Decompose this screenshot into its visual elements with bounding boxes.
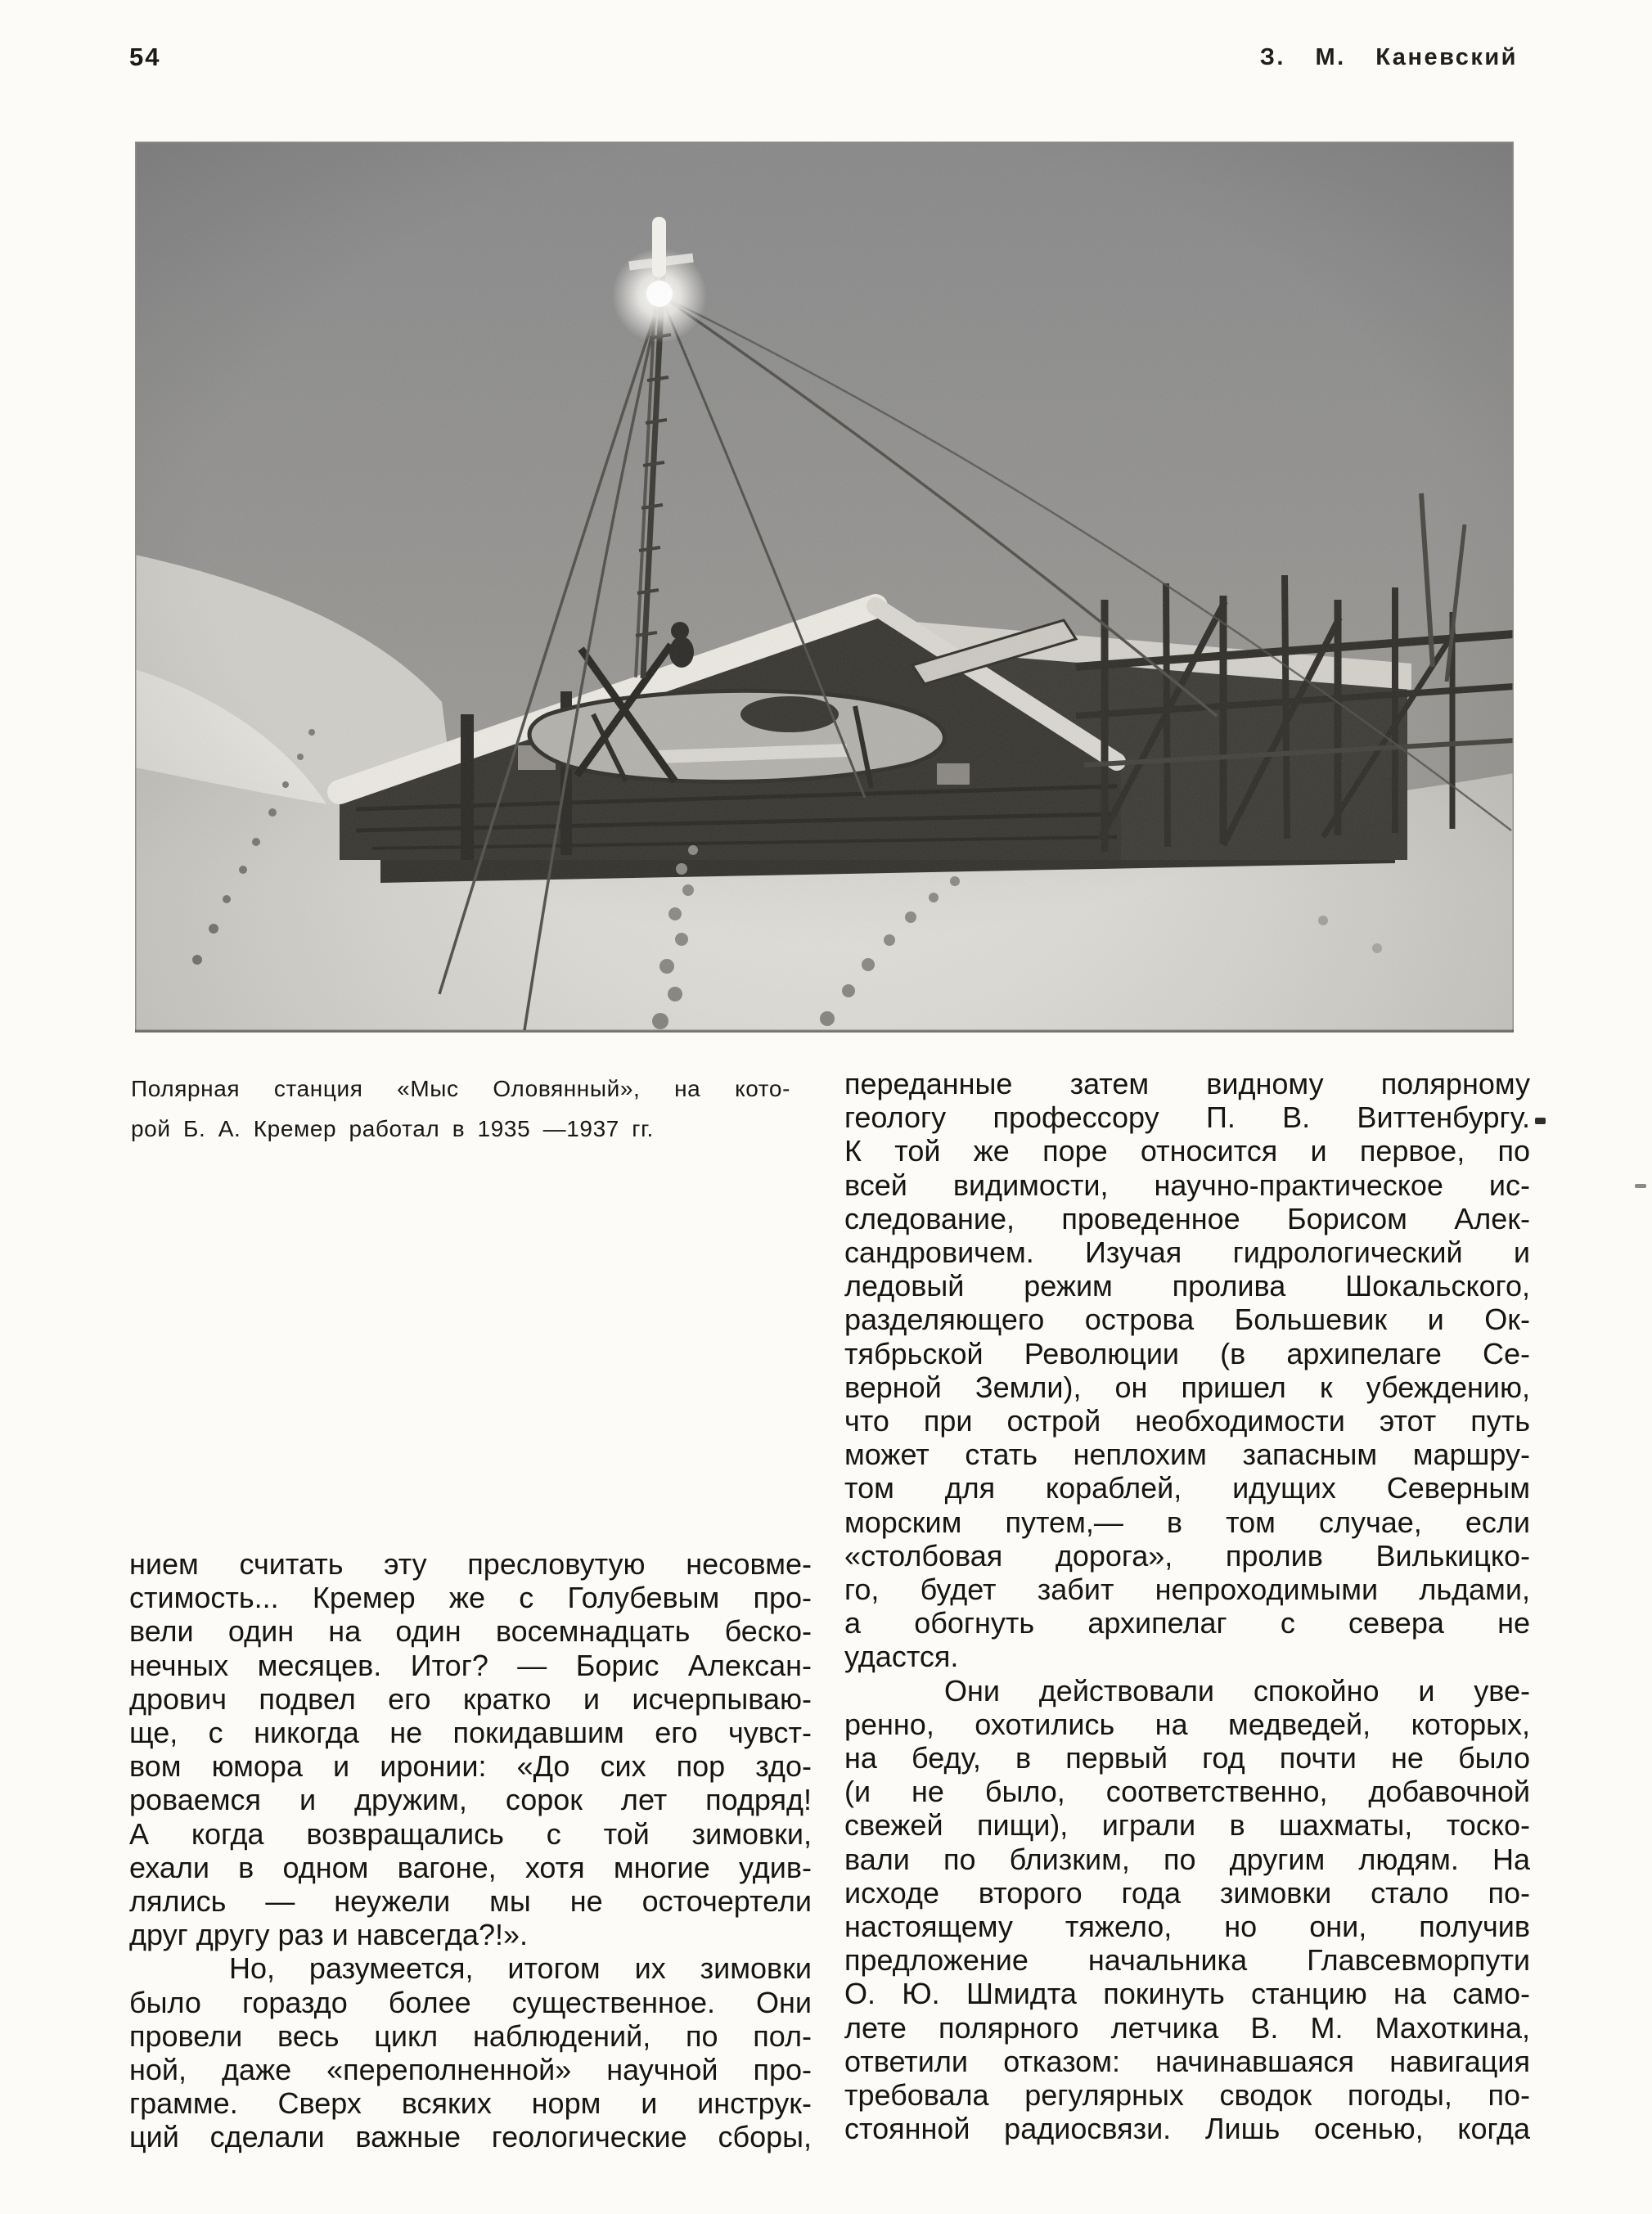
- text-line: требовала регулярных сводок погоды, по-: [844, 2078, 1530, 2113]
- text-line: а обогнуть архипелаг с севера не: [844, 1606, 1530, 1640]
- text-line: ще, с никогда не покидавшим его чувст-: [129, 1716, 812, 1750]
- scan-artifact: [1535, 1118, 1546, 1124]
- text-line: может стать неплохим запасным маршру-: [844, 1438, 1530, 1472]
- text-line: морским путем,— в том случае, если: [844, 1505, 1530, 1539]
- text-line: лялись — неужели мы не осточертели: [129, 1884, 812, 1919]
- text-line: удастся.: [844, 1640, 959, 1674]
- running-head-author: З. М. Каневский: [1259, 44, 1518, 70]
- text-line: ледовый режим пролива Шокальского,: [844, 1269, 1530, 1303]
- text-line: нием считать эту пресловутую несовме-: [129, 1547, 812, 1581]
- text-line: вом юмора и иронии: «До сих пор здо-: [129, 1749, 812, 1784]
- text-line: К той же поре относится и первое, по: [844, 1134, 1530, 1168]
- station-photo-art: [135, 142, 1514, 1033]
- text-line: вали по близким, по другим людям. На: [844, 1842, 1530, 1876]
- text-line: О. Ю. Шмидта покинуть станцию на само-: [844, 1977, 1530, 2011]
- photo-caption: [131, 1069, 790, 1149]
- text-line: исходе второго года зимовки стало по-: [844, 1875, 1530, 1910]
- text-line: «столбовая дорога», пролив Вилькицко-: [844, 1538, 1530, 1573]
- text-line: вели один на один восемнадцать беско-: [129, 1614, 812, 1649]
- text-line: А когда возвращались с той зимовки,: [129, 1816, 812, 1851]
- text-line: переданные затем видному полярному: [844, 1067, 1530, 1100]
- text-line: (и не было, соответственно, добавочной: [844, 1775, 1530, 1809]
- text-line: нечных месяцев. Итог? — Борис Алексан-: [129, 1648, 812, 1682]
- text-column-left: [129, 1547, 812, 2154]
- text-line: стоянной радиосвязи. Лишь осенью, когда: [844, 2112, 1530, 2146]
- text-line: Они действовали спокойно и уве-: [944, 1673, 1530, 1708]
- text-line: рой Б. А. Кремер работал в 1935 —1937 гг.: [131, 1116, 654, 1141]
- text-line: верной Земли), он пришел к убеждению,: [844, 1370, 1530, 1404]
- text-line: сандровичем. Изучая гидрологический и: [844, 1235, 1530, 1270]
- text-line: всей видимости, научно-практическое ис-: [844, 1168, 1530, 1202]
- text-line: геологу профессору П. В. Виттенбургу.: [844, 1100, 1530, 1135]
- text-line: тябрьской Революции (в архипелаге Се-: [844, 1336, 1530, 1370]
- text-line: том для кораблей, идущих Северным: [844, 1471, 1530, 1505]
- text-column-right: [844, 1067, 1530, 2146]
- text-line: ной, даже «переполненной» научной про-: [129, 2053, 812, 2087]
- text-line: ехали в одном вагоне, хотя многие удив-: [129, 1850, 812, 1884]
- text-line: настоящему тяжело, но они, получив: [844, 1910, 1530, 1944]
- text-line: грамме. Сверх всяких норм и инструк-: [129, 2086, 812, 2121]
- station-photo: [135, 142, 1514, 1033]
- text-line: разделяющего острова Большевик и Ок-: [844, 1303, 1530, 1337]
- text-line: следование, проведенное Борисом Алек-: [844, 1201, 1530, 1235]
- scan-artifact: [1635, 1184, 1646, 1188]
- text-line: ренно, охотились на медведей, которых,: [844, 1707, 1530, 1741]
- text-line: было гораздо более существенное. Они: [129, 1985, 812, 2019]
- text-line: роваемся и дружим, сорок лет подряд!: [129, 1783, 812, 1817]
- text-line: лете полярного летчика В. М. Махоткина,: [844, 2010, 1530, 2045]
- text-line: предложение начальника Главсевморпути: [844, 1943, 1530, 1978]
- text-line: на беду, в первый год почти не было: [844, 1741, 1530, 1775]
- text-line: друг другу раз и навсегда?!».: [129, 1918, 529, 1952]
- text-line: что при острой необходимости этот путь: [844, 1404, 1530, 1438]
- text-line: го, будет забит непроходимыми льдами,: [844, 1573, 1530, 1607]
- page-number: 54: [129, 43, 161, 71]
- text-line: ответили отказом: начинавшаяся навигация: [844, 2044, 1530, 2078]
- text-line: Полярная станция «Мыс Оловянный», на кото-: [131, 1076, 790, 1101]
- text-line: Но, разумеется, итогом их зимовки: [229, 1951, 812, 1986]
- text-line: провели весь цикл наблюдений, по пол-: [129, 2018, 812, 2053]
- text-line: свежей пищи), играли в шахматы, тоско-: [844, 1808, 1530, 1843]
- text-line: стимость... Кремер же с Голубевым про-: [129, 1581, 812, 1615]
- text-line: ций сделали важные геологические сборы,: [129, 2120, 812, 2154]
- text-line: дрович подвел его кратко и исчерпываю-: [129, 1681, 812, 1716]
